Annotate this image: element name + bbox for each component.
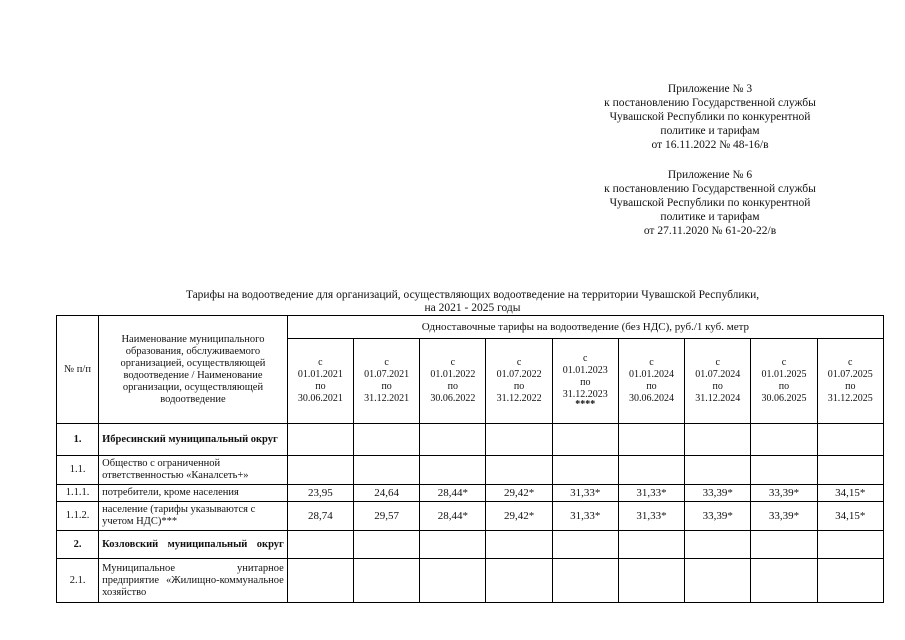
- tariff-value: 29,42*: [486, 502, 552, 531]
- appendix-previous: [560, 168, 860, 238]
- period-header: [354, 339, 420, 424]
- period-header: [751, 339, 817, 424]
- tariff-value: [685, 456, 751, 485]
- tariff-value: [685, 531, 751, 559]
- period-header-to: 31.12.2025: [827, 393, 873, 404]
- period-header-from: 01.07.2024: [695, 369, 741, 380]
- tariff-value: [552, 531, 618, 559]
- tariff-value: [420, 559, 486, 603]
- row-number: 2.: [57, 531, 99, 559]
- appendix-title: Приложение № 3: [667, 83, 753, 95]
- tariff-value: [685, 559, 751, 603]
- appendix-line: Чувашской Республики по конкурентной: [609, 111, 811, 123]
- appendix-date: от 16.11.2022 № 48-16/в: [651, 139, 769, 151]
- row-number: 1.1.2.: [57, 502, 99, 531]
- column-header-number: № п/п: [57, 316, 99, 424]
- appendix-title: Приложение № 6: [667, 169, 753, 181]
- tariff-value: [552, 559, 618, 603]
- tariff-value: 23,95: [287, 485, 353, 502]
- column-header-name: Наименование муниципального образования, обслуживаемого организацией, осуществляющей водоотведение / Наименование организации, осуществляющей водоотведение: [99, 316, 288, 424]
- tariff-value: [287, 559, 353, 603]
- tariff-value: [817, 531, 883, 559]
- tariff-value: 33,39*: [685, 502, 751, 531]
- tariff-value: 31,33*: [618, 502, 684, 531]
- period-header: [618, 339, 684, 424]
- tariff-value: [354, 531, 420, 559]
- period-header-po: по: [778, 381, 790, 392]
- tariff-value: [354, 456, 420, 485]
- tariff-value: [552, 456, 618, 485]
- tariff-value: [486, 531, 552, 559]
- appendix-line: политике и тарифам: [660, 211, 760, 223]
- tariff-value: [618, 559, 684, 603]
- tariff-value: [486, 559, 552, 603]
- period-header-po: по: [447, 381, 459, 392]
- appendix-date: от 27.11.2020 № 61-20-22/в: [643, 225, 777, 237]
- tariff-value: [287, 424, 353, 456]
- period-header-po: по: [580, 377, 591, 388]
- tariff-value: 33,39*: [685, 485, 751, 502]
- tariff-value: [552, 424, 618, 456]
- tariff-value: [751, 559, 817, 603]
- period-header-from: 01.07.2021: [364, 369, 410, 380]
- tariff-value: [817, 559, 883, 603]
- tariff-value: [817, 424, 883, 456]
- period-header-to: 30.06.2024: [629, 393, 674, 404]
- period-header-to: 31.12.2024: [695, 393, 741, 404]
- period-header-c: с: [649, 357, 654, 368]
- appendix-line: политике и тарифам: [660, 125, 760, 137]
- row-number: 1.1.: [57, 456, 99, 485]
- tariff-value: 34,15*: [817, 502, 883, 531]
- period-header: [552, 339, 618, 424]
- tariff-value: [420, 456, 486, 485]
- tariff-value: 33,39*: [751, 502, 817, 531]
- period-header-po: по: [381, 381, 392, 392]
- appendix-line: Чувашской Республики по конкурентной: [609, 197, 811, 209]
- period-header: [817, 339, 883, 424]
- period-header-from: 01.01.2022: [430, 369, 476, 380]
- period-header-c: с: [781, 357, 787, 368]
- row-name: Общество с ограниченной ответственностью «Каналсеть+»: [99, 456, 288, 485]
- appendix-line: к постановлению Государственной службы: [604, 183, 816, 195]
- column-header-tariffs: Одноставочные тарифы на водоотведение (без НДС), руб./1 куб. метр: [287, 316, 883, 339]
- tariff-value: [618, 456, 684, 485]
- tariff-value: [618, 424, 684, 456]
- tariff-value: 29,57: [354, 502, 420, 531]
- period-header-to: 30.06.2021: [297, 393, 343, 404]
- period-header-from: 01.01.2023: [562, 365, 608, 376]
- appendix-current: [560, 82, 860, 152]
- period-header-c: с: [516, 357, 522, 368]
- table-row: [57, 531, 884, 559]
- table-row: [57, 485, 884, 502]
- period-header-c: с: [848, 357, 853, 368]
- period-header-to: 31.12.2023: [562, 389, 608, 400]
- tariff-value: 29,42*: [486, 485, 552, 502]
- tariff-value: [354, 424, 420, 456]
- period-header-po: по: [845, 381, 856, 392]
- tariff-value: 28,44*: [420, 485, 486, 502]
- tariff-value: [420, 424, 486, 456]
- tariff-value: [817, 456, 883, 485]
- tariff-value: [618, 531, 684, 559]
- tariff-table: [56, 315, 884, 603]
- period-header-c: с: [583, 353, 588, 364]
- table-row: [57, 424, 884, 456]
- period-header: [287, 339, 353, 424]
- period-header-po: по: [712, 381, 723, 392]
- period-header: [486, 339, 552, 424]
- period-header-c: с: [318, 357, 323, 368]
- period-header-from: 01.07.2025: [827, 369, 873, 380]
- row-name: потребители, кроме населения: [99, 485, 288, 502]
- tariff-value: [486, 456, 552, 485]
- tariff-value: 34,15*: [817, 485, 883, 502]
- tariff-value: 31,33*: [552, 485, 618, 502]
- tariff-value: [287, 531, 353, 559]
- period-header-c: с: [384, 357, 389, 368]
- table-row: [57, 502, 884, 531]
- tariff-value: 28,44*: [420, 502, 486, 531]
- period-header-po: по: [646, 381, 657, 392]
- period-header-po: по: [513, 381, 525, 392]
- row-number: 2.1.: [57, 559, 99, 603]
- document-title: [100, 289, 845, 315]
- period-header-from: 01.01.2021: [297, 369, 343, 380]
- period-header-to: 30.06.2025: [761, 393, 807, 404]
- tariff-value: [354, 559, 420, 603]
- period-header: [420, 339, 486, 424]
- period-header-from: 01.07.2022: [496, 369, 542, 380]
- table-row: [57, 456, 884, 485]
- tariff-value: [751, 531, 817, 559]
- tariff-value: 31,33*: [618, 485, 684, 502]
- period-header-c: с: [450, 357, 456, 368]
- period-header-from: 01.01.2024: [629, 369, 674, 380]
- row-name: Козловский муниципальный округ: [99, 531, 288, 559]
- tariff-value: [486, 424, 552, 456]
- row-number: 1.1.1.: [57, 485, 99, 502]
- tariff-value: [751, 424, 817, 456]
- row-name: Ибресинский муниципальный округ: [99, 424, 288, 456]
- period-header-to: 31.12.2022: [496, 393, 542, 404]
- row-name: Муниципальное унитарное предприятие «Жилищно-коммунальное хозяйство: [99, 559, 288, 603]
- row-name: население (тарифы указываются с учетом НДС)***: [99, 502, 288, 531]
- period-header-to: 31.12.2021: [364, 393, 410, 404]
- table-row: [57, 559, 884, 603]
- document-title-line: Тарифы на водоотведение для организаций, осуществляющих водоотведение на территории Чувашской Республики,: [185, 289, 760, 301]
- row-number: 1.: [57, 424, 99, 456]
- tariff-value: 24,64: [354, 485, 420, 502]
- tariff-value: [287, 456, 353, 485]
- tariff-value: 31,33*: [552, 502, 618, 531]
- appendix-line: к постановлению Государственной службы: [604, 97, 816, 109]
- tariff-value: 28,74: [287, 502, 353, 531]
- period-header-mark: ****: [575, 399, 596, 410]
- period-header-from: 01.01.2025: [761, 369, 807, 380]
- document-title-line: на 2021 - 2025 годы: [424, 302, 521, 314]
- period-header: [685, 339, 751, 424]
- period-header-to: 30.06.2022: [430, 393, 476, 404]
- tariff-value: [751, 456, 817, 485]
- tariff-value: 33,39*: [751, 485, 817, 502]
- tariff-value: [420, 531, 486, 559]
- tariff-value: [685, 424, 751, 456]
- period-header-po: по: [315, 381, 326, 392]
- period-header-c: с: [715, 357, 720, 368]
